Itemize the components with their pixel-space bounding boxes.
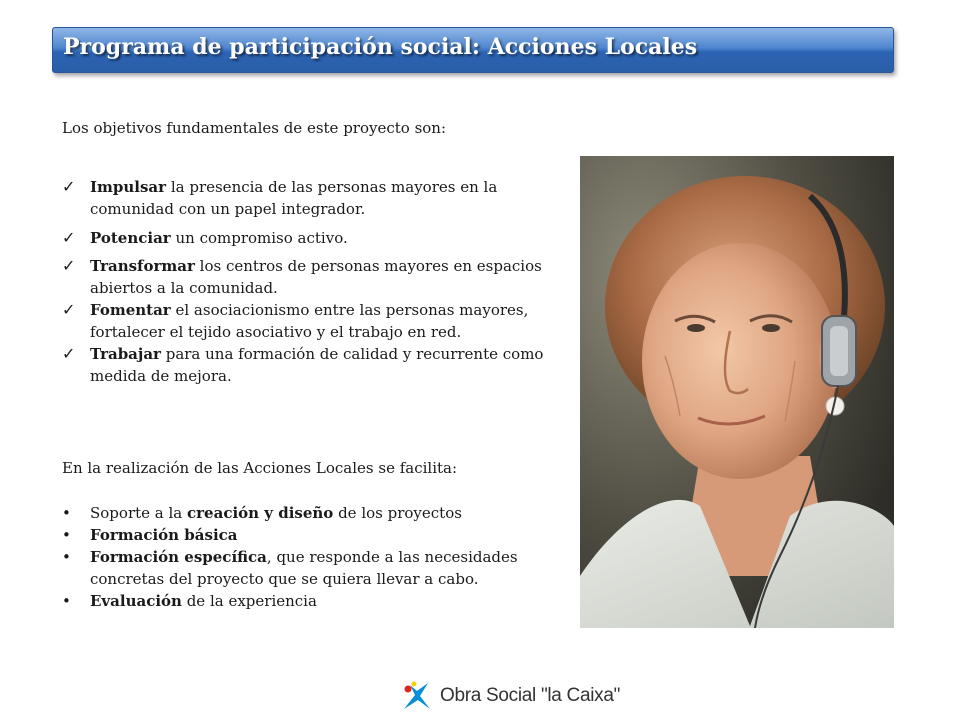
objective-item: [62, 227, 552, 249]
la-caixa-star-icon: [400, 679, 434, 713]
check-icon: ✓: [62, 300, 76, 319]
check-icon: ✓: [62, 344, 76, 363]
check-icon: ✓: [62, 228, 76, 247]
facilities-intro: En la realización de las Acciones Locales se facilita:: [62, 459, 458, 477]
facility-keyword: Formación básica: [90, 526, 238, 544]
objective-keyword: Fomentar: [90, 301, 171, 319]
objective-text: los centros de personas mayores en espacios abiertos a la comunidad.: [90, 257, 542, 297]
facility-item: [62, 524, 552, 546]
facility-pre: Soporte a la: [90, 504, 188, 522]
objective-keyword: Transformar: [90, 257, 195, 275]
facility-keyword: Evaluación: [90, 592, 182, 610]
bullet-icon: •: [62, 526, 71, 544]
facility-item: [62, 502, 552, 524]
facility-keyword: Formación específica: [90, 548, 267, 566]
objective-item: [62, 343, 552, 387]
page-title: Programa de participación social: Acciones Locales: [63, 34, 698, 60]
objective-text: la presencia de las personas mayores en la comunidad con un papel integrador.: [90, 178, 498, 218]
check-icon: ✓: [62, 177, 76, 196]
objective-keyword: Trabajar: [90, 345, 161, 363]
facility-post: , que responde a las necesidades concretas del proyecto que se quiera llevar a cabo.: [90, 548, 518, 588]
objective-keyword: Impulsar: [90, 178, 167, 196]
title-bar: [52, 27, 894, 73]
bullet-icon: •: [62, 504, 71, 522]
obra-social-la-caixa-logo: [400, 678, 620, 714]
objectives-intro: Los objetivos fundamentales de este proyecto son:: [62, 119, 447, 137]
facility-keyword: creación y diseño: [187, 504, 334, 522]
elderly-woman-headphones-photo: [580, 156, 894, 628]
objectives-list: [62, 176, 552, 387]
logo-text: Obra Social "la Caixa": [440, 685, 621, 706]
objective-item: [62, 299, 552, 343]
facility-post: de la experiencia: [181, 592, 317, 610]
objective-item: [62, 255, 552, 299]
facilities-list: [62, 502, 552, 612]
bullet-icon: •: [62, 548, 71, 566]
objective-text: un compromiso activo.: [170, 229, 348, 247]
objective-text: el asociacionismo entre las personas mayores, fortalecer el tejido asociativo y el trabajo en red.: [90, 301, 529, 341]
bullet-icon: •: [62, 592, 71, 610]
objective-item: [62, 176, 552, 220]
check-icon: ✓: [62, 256, 76, 275]
facility-post: de los proyectos: [333, 504, 462, 522]
objective-text: para una formación de calidad y recurrente como medida de mejora.: [90, 345, 544, 385]
facility-item: [62, 546, 552, 590]
facility-item: [62, 590, 552, 612]
objective-keyword: Potenciar: [90, 229, 171, 247]
